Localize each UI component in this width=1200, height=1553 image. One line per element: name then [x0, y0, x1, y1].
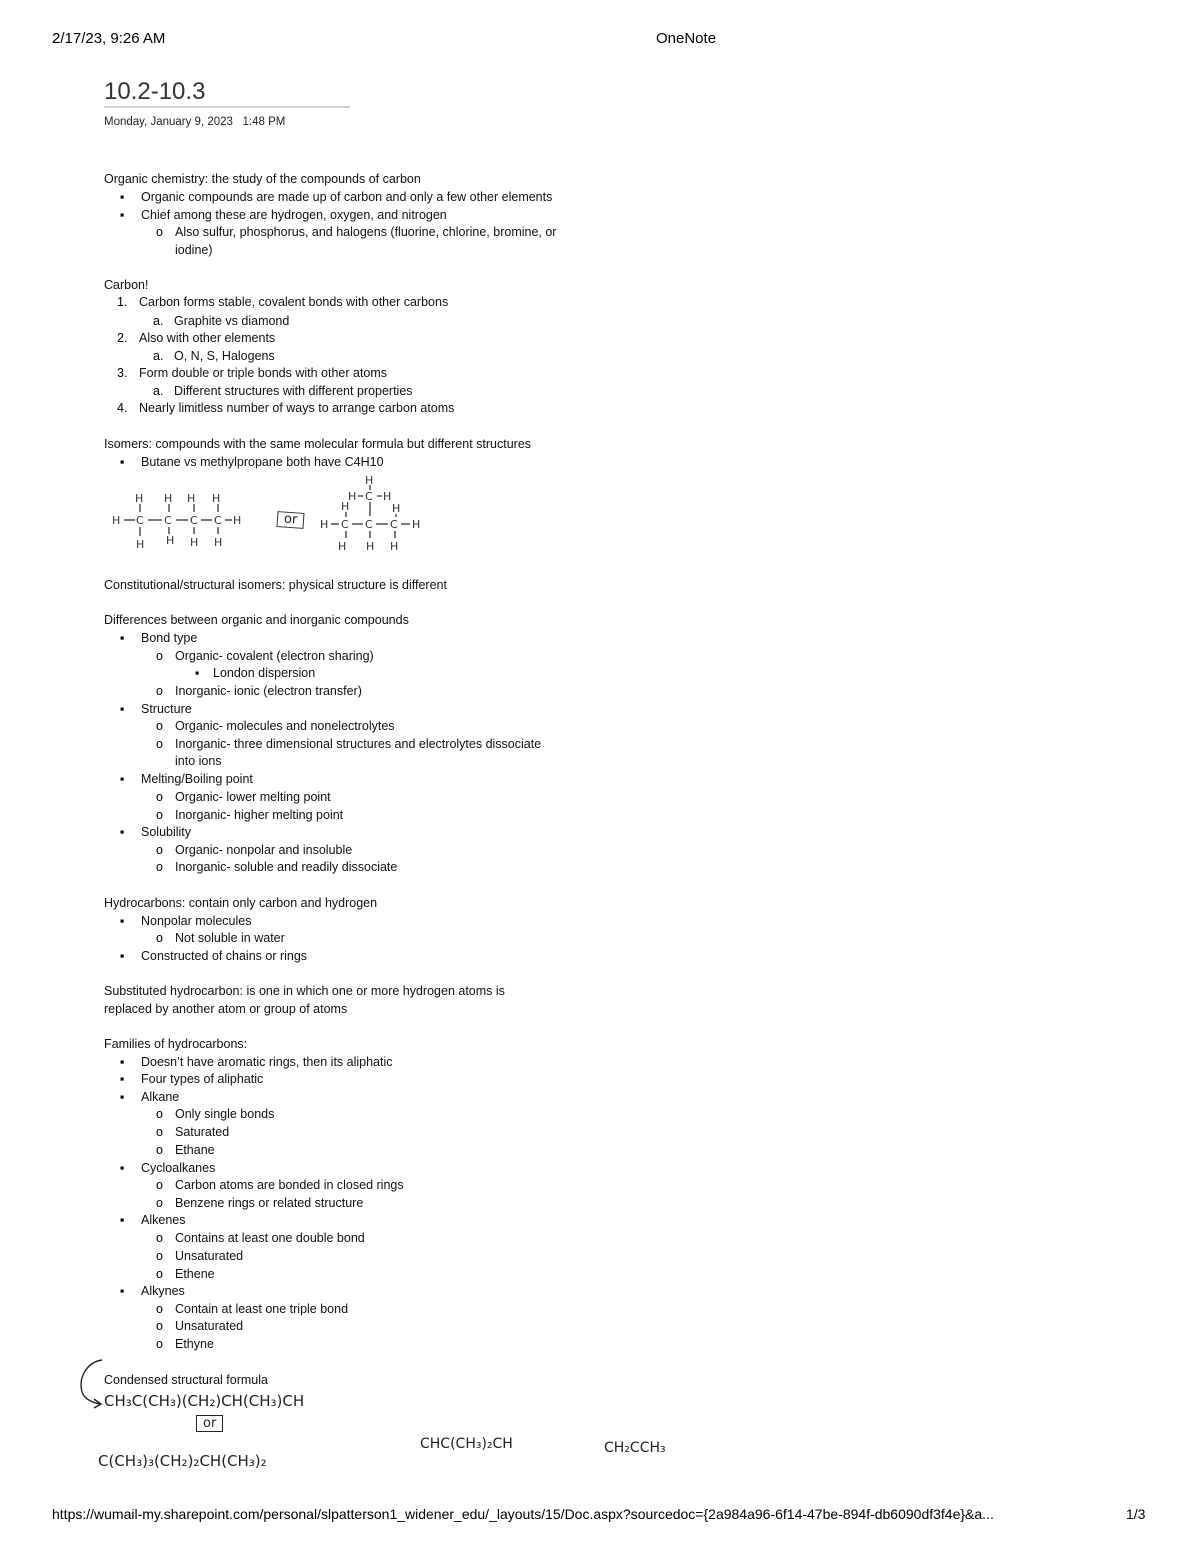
svg-text:H: H — [320, 518, 329, 531]
list-item: Carbon atoms are bonded in closed rings — [175, 1178, 404, 1192]
bullet-circle: o — [156, 1143, 163, 1157]
svg-text:H: H — [190, 536, 199, 549]
bullet-circle: o — [156, 1319, 163, 1333]
bullet-circle: o — [156, 1302, 163, 1316]
letter-label: a. — [153, 349, 164, 363]
svg-text:C: C — [365, 490, 373, 503]
svg-text:H: H — [390, 540, 399, 553]
list-item: Ethene — [175, 1267, 215, 1281]
bullet-square: ▪ — [120, 825, 125, 839]
hydrocarbons-title: Hydrocarbons: contain only carbon and hydrogen — [104, 896, 378, 910]
svg-text:H: H — [412, 518, 421, 531]
bullet-circle: o — [156, 649, 163, 663]
number-label: 4. — [117, 401, 128, 415]
list-item: Unsaturated — [175, 1319, 244, 1333]
isomers-title: Isomers: compounds with the same molecular formula but different structures — [104, 437, 532, 451]
letter-label: a. — [153, 384, 164, 398]
svg-text:H: H — [348, 490, 357, 503]
list-item: Cycloalkanes — [141, 1161, 216, 1175]
list-item: O, N, S, Halogens — [174, 349, 275, 363]
handwritten-formula-4: CH₂CCH₃ — [604, 1440, 666, 1456]
list-item: Graphite vs diamond — [174, 314, 290, 328]
svg-text:H: H — [212, 492, 221, 505]
butane-structure-drawing — [108, 490, 248, 552]
bullet-circle: o — [156, 860, 163, 874]
list-item: Constructed of chains or rings — [141, 949, 308, 963]
list-item: Nearly limitless number of ways to arrange carbon atoms — [139, 401, 455, 415]
bullet-circle: o — [156, 1231, 163, 1245]
condensed-title: Condensed structural formula — [104, 1373, 268, 1387]
list-item: Inorganic- ionic (electron transfer) — [175, 684, 362, 698]
bullet-circle: o — [156, 1178, 163, 1192]
list-item: Chief among these are hydrogen, oxygen, and nitrogen — [141, 208, 447, 222]
svg-text:H: H — [166, 534, 175, 547]
number-label: 2. — [117, 331, 128, 345]
bullet-square: ▪ — [120, 1161, 125, 1175]
svg-text:C: C — [214, 514, 222, 527]
svg-text:C: C — [365, 518, 373, 531]
methylpropane-structure-drawing — [318, 474, 428, 554]
list-item: Inorganic- higher melting point — [175, 808, 344, 822]
list-item: Contain at least one triple bond — [175, 1302, 349, 1316]
svg-text:H: H — [214, 536, 223, 549]
bullet-square: ▪ — [120, 1090, 125, 1104]
svg-text:C: C — [341, 518, 349, 531]
page-date — [104, 116, 285, 128]
bullet-circle: o — [156, 1267, 163, 1281]
list-item: Saturated — [175, 1125, 230, 1139]
svg-text:C: C — [390, 518, 398, 531]
list-item: Not soluble in water — [175, 931, 285, 945]
list-item: Form double or triple bonds with other atoms — [139, 366, 388, 380]
list-item: Organic compounds are made up of carbon and only a few other elements — [141, 190, 553, 204]
bullet-square: ▪ — [120, 1213, 125, 1227]
bullet-square: ▪ — [120, 1055, 125, 1069]
title-underline — [104, 106, 350, 108]
number-label: 1. — [117, 295, 128, 309]
bullet-square: ▪ — [120, 702, 125, 716]
bullet-circle: o — [156, 1337, 163, 1351]
bullet-circle: o — [156, 737, 163, 751]
list-item: Butane vs methylpropane both have C4H10 — [141, 455, 384, 469]
svg-text:H: H — [112, 514, 121, 527]
bullet-circle: o — [156, 1107, 163, 1121]
bullet-circle: o — [156, 1196, 163, 1210]
bullet-circle: o — [156, 684, 163, 698]
svg-text:H: H — [383, 490, 392, 503]
list-item: Four types of aliphatic — [141, 1072, 264, 1086]
svg-text:H: H — [135, 492, 144, 505]
list-item: Solubility — [141, 825, 192, 839]
list-item: Alkenes — [141, 1213, 186, 1227]
bullet-square: ▪ — [195, 666, 200, 680]
bullet-circle: o — [156, 225, 163, 239]
svg-text:C: C — [136, 514, 144, 527]
letter-label: a. — [153, 314, 164, 328]
substituted-line-2: replaced by another atom or group of atoms — [104, 1002, 348, 1016]
svg-text:H: H — [136, 538, 145, 551]
svg-text:H: H — [338, 540, 347, 553]
list-item: Inorganic- soluble and readily dissociate — [175, 860, 398, 874]
svg-text:H: H — [366, 540, 375, 553]
bullet-square: ▪ — [120, 631, 125, 645]
bullet-square: ▪ — [120, 772, 125, 786]
list-item: Alkynes — [141, 1284, 185, 1298]
list-item: Only single bonds — [175, 1107, 275, 1121]
page-number: 1/3 — [1126, 1506, 1146, 1522]
list-item-continued: into ions — [175, 754, 222, 768]
list-item-continued: iodine) — [175, 243, 213, 257]
bullet-circle: o — [156, 931, 163, 945]
svg-text:H: H — [187, 492, 196, 505]
substituted-line-1: Substituted hydrocarbon: is one in which one or more hydrogen atoms is — [104, 984, 505, 998]
bullet-circle: o — [156, 790, 163, 804]
page-date-text: Monday, January 9, 2023 — [104, 116, 233, 128]
number-label: 3. — [117, 366, 128, 380]
bullet-square: ▪ — [120, 455, 125, 469]
list-item: Bond type — [141, 631, 198, 645]
list-item: Inorganic- three dimensional structures and electrolytes dissociate — [175, 737, 542, 751]
list-item: Different structures with different properties — [174, 384, 413, 398]
list-item: Also with other elements — [139, 331, 276, 345]
page-title: 10.2-10.3 — [104, 78, 206, 105]
footer-url: https://wumail-my.sharepoint.com/personal/slpatterson1_widener_edu/_layouts/15/Doc.aspx?sourcedoc={2a984a96-6f14-47be-894f-db6090df3f4e}&a... — [52, 1506, 994, 1522]
list-item: Doesn’t have aromatic rings, then its aliphatic — [141, 1055, 393, 1069]
bullet-square: ▪ — [120, 190, 125, 204]
handwritten-arrow-drawing — [74, 1358, 106, 1412]
svg-text:H: H — [233, 514, 242, 527]
list-item: Alkane — [141, 1090, 180, 1104]
list-item: Also sulfur, phosphorus, and halogens (fluorine, chlorine, bromine, or — [175, 225, 557, 239]
print-datetime: 2/17/23, 9:26 AM — [52, 30, 166, 47]
app-name: OneNote — [656, 30, 717, 47]
list-item: Benzene rings or related structure — [175, 1196, 364, 1210]
or-label: or — [276, 511, 304, 529]
svg-text:H: H — [365, 474, 374, 487]
constitutional-title: Constitutional/structural isomers: physical structure is different — [104, 578, 447, 592]
families-title: Families of hydrocarbons: — [104, 1037, 248, 1051]
or-label: or — [196, 1415, 223, 1432]
organic-title: Organic chemistry: the study of the compounds of carbon — [104, 172, 421, 186]
bullet-circle: o — [156, 1125, 163, 1139]
svg-text:C: C — [164, 514, 172, 527]
svg-text:H: H — [164, 492, 173, 505]
svg-text:H: H — [392, 502, 401, 515]
differences-title: Differences between organic and inorganic compounds — [104, 613, 409, 627]
bullet-circle: o — [156, 808, 163, 822]
list-item: Organic- lower melting point — [175, 790, 331, 804]
list-item: Ethyne — [175, 1337, 214, 1351]
svg-text:H: H — [341, 500, 350, 513]
list-item: Contains at least one double bond — [175, 1231, 365, 1245]
list-item: London dispersion — [213, 666, 316, 680]
list-item: Structure — [141, 702, 192, 716]
bullet-square: ▪ — [120, 1072, 125, 1086]
list-item: Unsaturated — [175, 1249, 244, 1263]
list-item: Carbon forms stable, covalent bonds with other carbons — [139, 295, 449, 309]
handwritten-formula-1: CH₃C(CH₃)(CH₂)CH(CH₃)CH — [104, 1392, 305, 1410]
bullet-circle: o — [156, 719, 163, 733]
handwritten-formula-2: C(CH₃)₃(CH₂)₂CH(CH₃)₂ — [98, 1452, 267, 1470]
list-item: Organic- molecules and nonelectrolytes — [175, 719, 395, 733]
list-item: Nonpolar molecules — [141, 914, 252, 928]
bullet-circle: o — [156, 843, 163, 857]
list-item: Melting/Boiling point — [141, 772, 253, 786]
list-item: Organic- covalent (electron sharing) — [175, 649, 374, 663]
bullet-circle: o — [156, 1249, 163, 1263]
list-item: Organic- nonpolar and insoluble — [175, 843, 353, 857]
svg-text:C: C — [190, 514, 198, 527]
bullet-square: ▪ — [120, 1284, 125, 1298]
bullet-square: ▪ — [120, 914, 125, 928]
list-item: Ethane — [175, 1143, 215, 1157]
handwritten-formula-3: CHC(CH₃)₂CH — [420, 1436, 513, 1452]
carbon-title: Carbon! — [104, 278, 149, 292]
bullet-square: ▪ — [120, 208, 125, 222]
page-time-text: 1:48 PM — [242, 116, 286, 128]
bullet-square: ▪ — [120, 949, 125, 963]
